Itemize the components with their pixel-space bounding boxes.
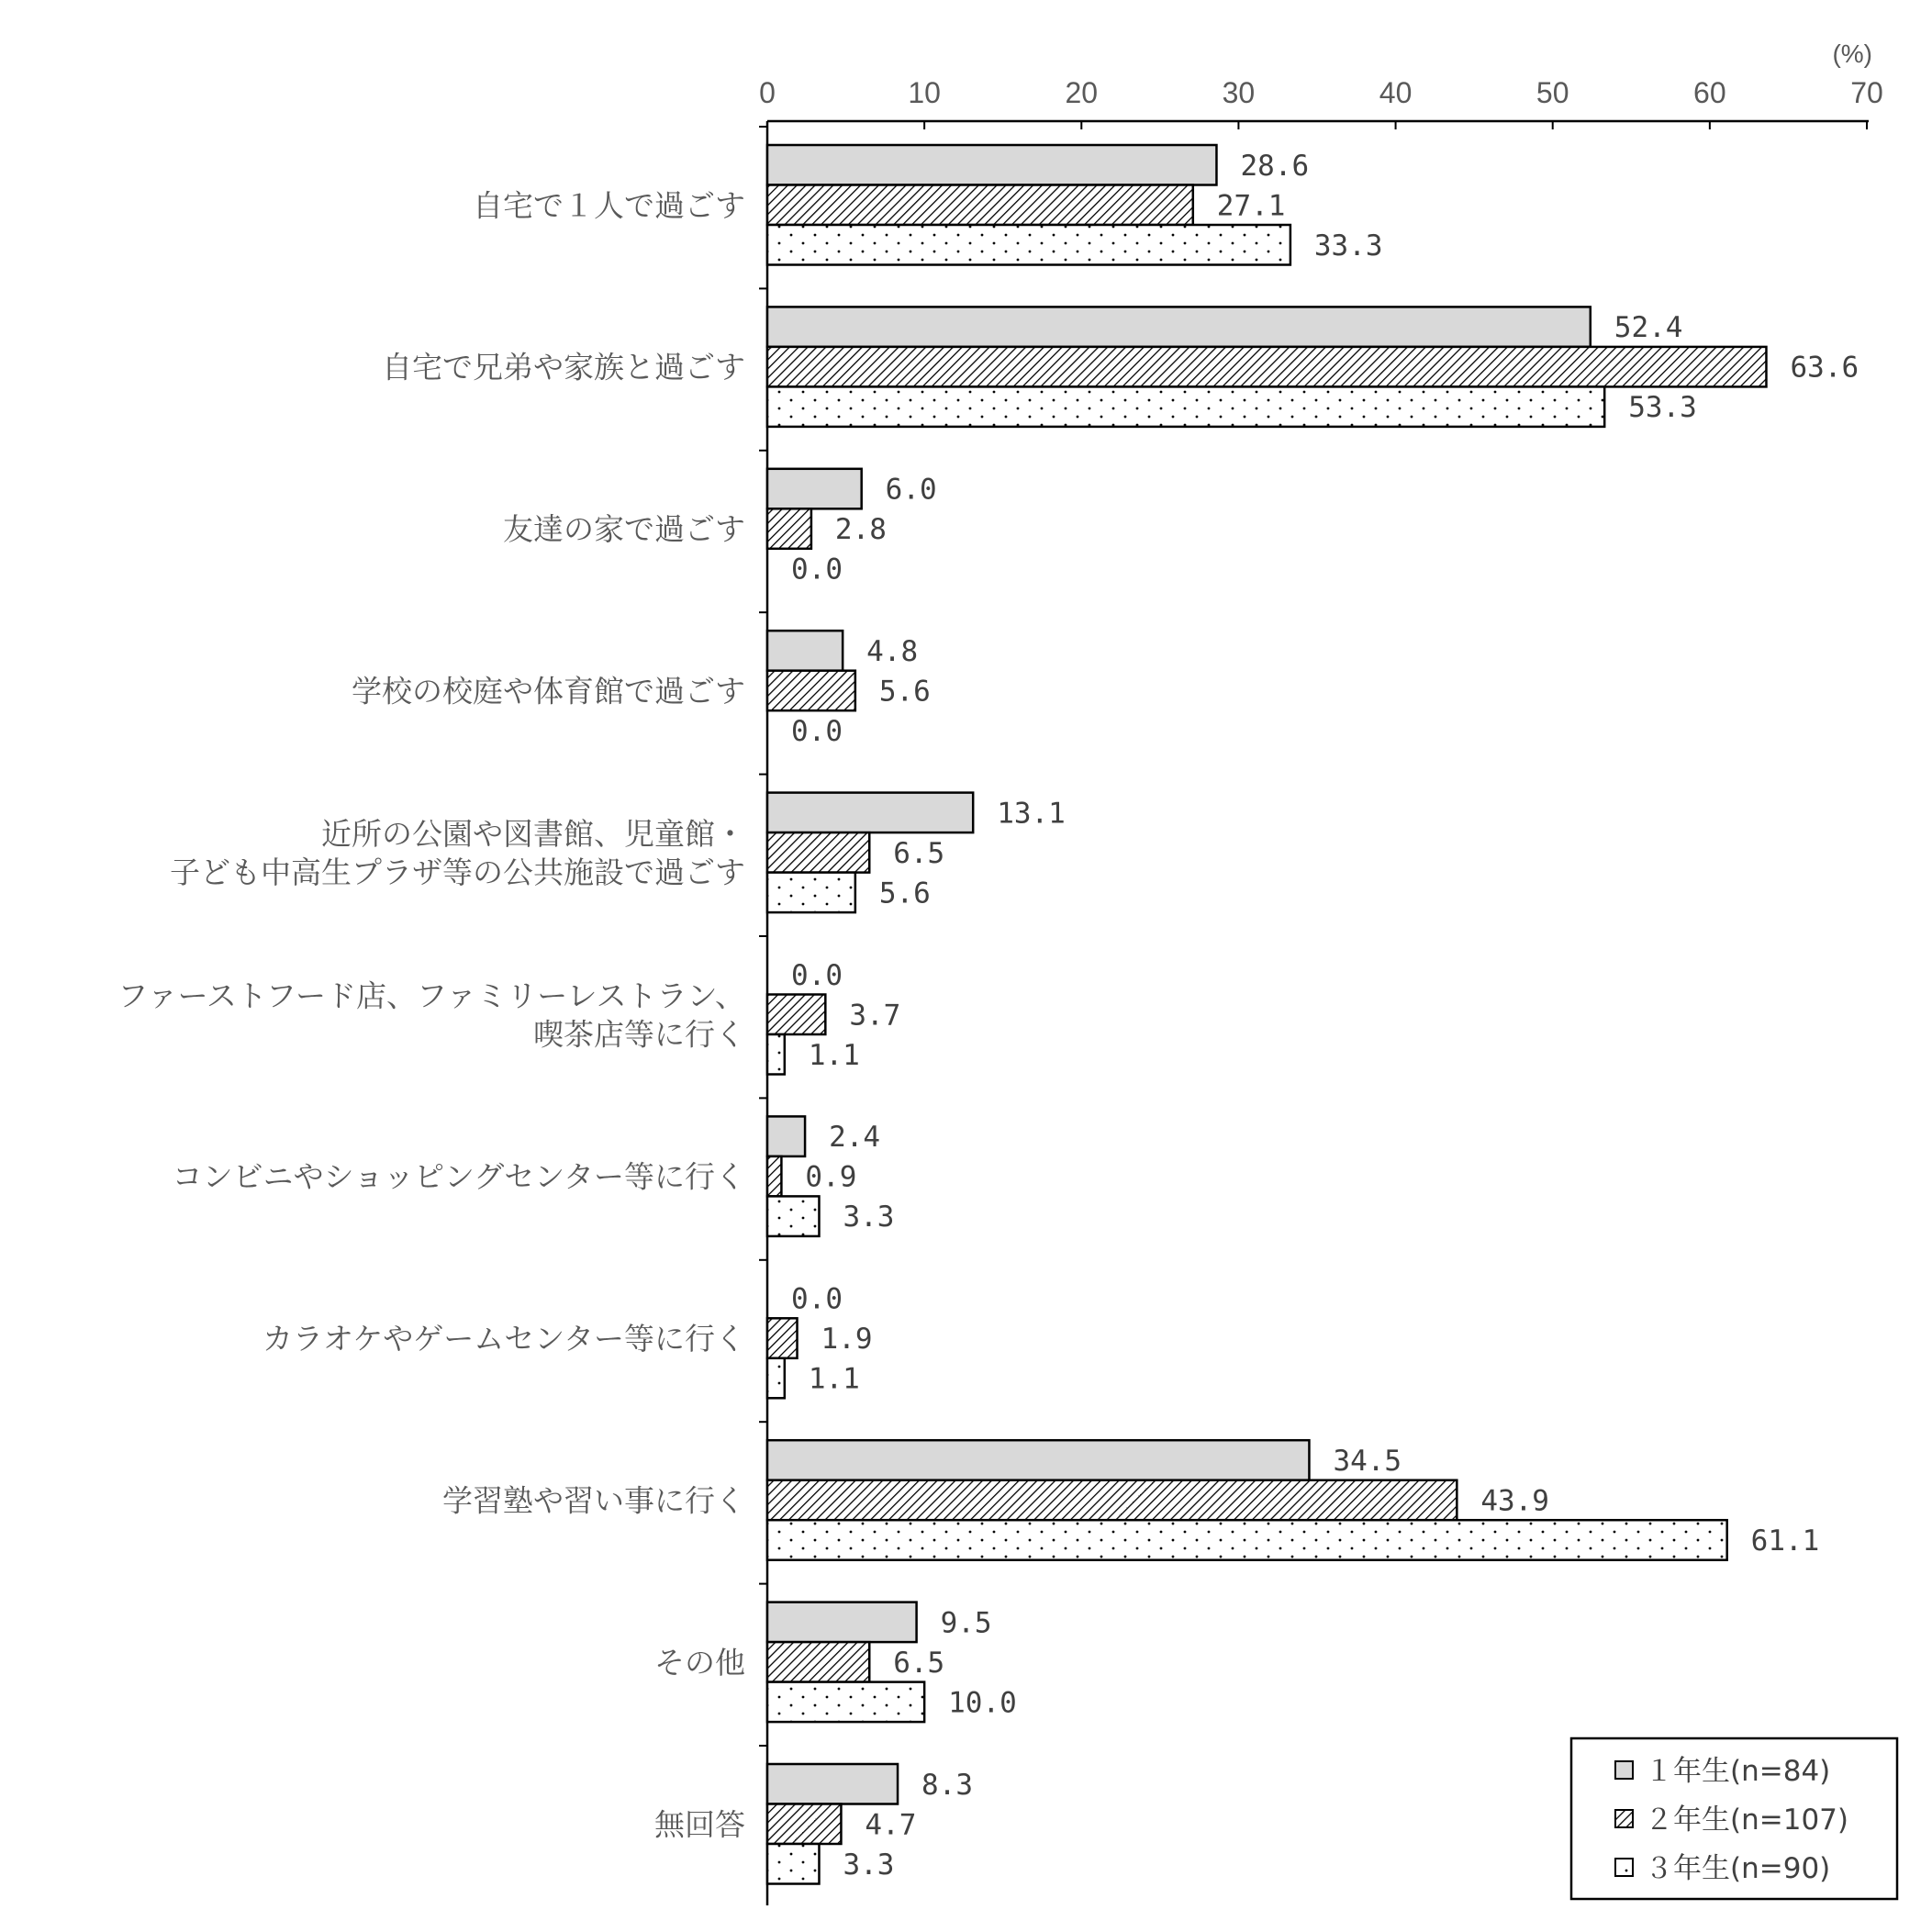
data-label: 5.6 [878, 877, 931, 910]
bar-1 [767, 145, 1216, 185]
data-label: 33.3 [1313, 229, 1383, 262]
x-tick-label: 0 [759, 76, 776, 109]
data-label: 8.3 [921, 1768, 974, 1802]
data-label: 43.9 [1480, 1484, 1549, 1518]
bar-2 [767, 671, 855, 711]
data-label: 2.8 [834, 513, 887, 547]
bar-3 [767, 386, 1604, 427]
data-label: 4.7 [865, 1808, 917, 1842]
bar-1 [767, 307, 1591, 347]
bar-3 [767, 1520, 1727, 1560]
data-label: 63.6 [1790, 351, 1859, 385]
bar-1 [767, 1440, 1309, 1480]
data-label: 1.1 [808, 1362, 860, 1396]
bar-2 [767, 1318, 798, 1358]
bar-1 [767, 1116, 805, 1156]
bar-3 [767, 873, 855, 913]
x-tick-label: 40 [1379, 76, 1413, 109]
data-label: 2.4 [829, 1121, 881, 1155]
bar-2 [767, 1480, 1457, 1521]
legend-swatch [1615, 1810, 1633, 1827]
data-label: 0.0 [791, 1282, 843, 1316]
axis-unit-label: (%) [1832, 39, 1872, 68]
data-label: 0.0 [791, 958, 843, 992]
bar-3 [767, 225, 1290, 265]
x-tick-label: 60 [1693, 76, 1726, 109]
bar-2 [767, 995, 825, 1035]
bar-3 [767, 1844, 819, 1884]
category-label: コンビニやショッピングセンター等に行く [172, 1158, 745, 1195]
data-label: 28.6 [1240, 149, 1310, 183]
bar-2 [767, 1804, 841, 1845]
data-label: 61.1 [1750, 1524, 1820, 1558]
data-label: 6.5 [893, 836, 945, 870]
bar-1 [767, 793, 973, 833]
legend-entry: ２年生(n=107) [1645, 1804, 1848, 1837]
bar-2 [767, 1156, 781, 1197]
bar-2 [767, 1642, 869, 1682]
x-tick-label: 10 [908, 76, 941, 109]
data-label: 1.1 [808, 1038, 860, 1072]
bar-2 [767, 832, 869, 873]
x-tick-label: 50 [1536, 76, 1569, 109]
data-label: 0.9 [805, 1160, 857, 1194]
legend-entry: ３年生(n=90) [1645, 1852, 1831, 1885]
bar-1 [767, 469, 862, 509]
legend-swatch [1615, 1859, 1633, 1876]
x-tick-label: 30 [1222, 76, 1256, 109]
category-label: 学習塾や習い事に行く [442, 1482, 745, 1519]
data-label: 3.3 [843, 1848, 895, 1882]
data-label: 6.0 [885, 473, 937, 507]
bar-2 [767, 347, 1766, 387]
data-label: 4.8 [866, 634, 919, 668]
bar-2 [767, 508, 811, 549]
bar-1 [767, 1603, 917, 1643]
bar-2 [767, 185, 1193, 226]
category-label: その他 [654, 1644, 745, 1681]
bar-3 [767, 1196, 819, 1236]
legend-entry: １年生(n=84) [1645, 1755, 1831, 1788]
data-label: 0.0 [791, 714, 843, 748]
bar-layer [767, 145, 1766, 1884]
x-tick-label: 20 [1065, 76, 1099, 109]
category-label: 喫茶店等に行く [533, 1016, 745, 1053]
data-label: 53.3 [1628, 391, 1697, 425]
data-label: 1.9 [821, 1323, 873, 1357]
data-label: 34.5 [1333, 1444, 1402, 1478]
data-label: 13.1 [997, 797, 1066, 831]
bar-3 [767, 1358, 785, 1399]
category-label: 子ども中高生プラザ等の公共施設で過ごす [170, 854, 745, 890]
category-label: ファーストフード店、ファミリーレストラン、 [117, 977, 745, 1014]
category-label: 近所の公園や図書館、児童館・ [321, 815, 745, 852]
legend-swatch [1615, 1761, 1633, 1779]
data-label: 3.3 [843, 1201, 895, 1234]
category-label: 学校の校庭や体育館で過ごす [352, 673, 745, 709]
bar-1 [767, 631, 843, 671]
data-label: 5.6 [878, 675, 931, 709]
category-label: 友達の家で過ごす [503, 511, 745, 548]
data-label: 27.1 [1216, 189, 1286, 223]
category-label: 無回答 [654, 1806, 745, 1843]
bar-1 [767, 1764, 898, 1804]
bar-3 [767, 1682, 924, 1723]
category-label: 自宅で１人で過ごす [473, 187, 745, 224]
bar-3 [767, 1034, 785, 1075]
legend [1571, 1738, 1897, 1899]
category-label: 自宅で兄弟や家族と過ごす [382, 349, 745, 385]
data-label: 10.0 [948, 1686, 1017, 1720]
data-label: 52.4 [1614, 311, 1683, 345]
data-label: 0.0 [791, 553, 843, 586]
category-label: カラオケやゲームセンター等に行く [262, 1321, 745, 1357]
data-label: 6.5 [893, 1646, 945, 1680]
data-label: 9.5 [940, 1606, 992, 1640]
x-tick-label: 70 [1850, 76, 1883, 109]
data-label: 3.7 [849, 999, 901, 1033]
